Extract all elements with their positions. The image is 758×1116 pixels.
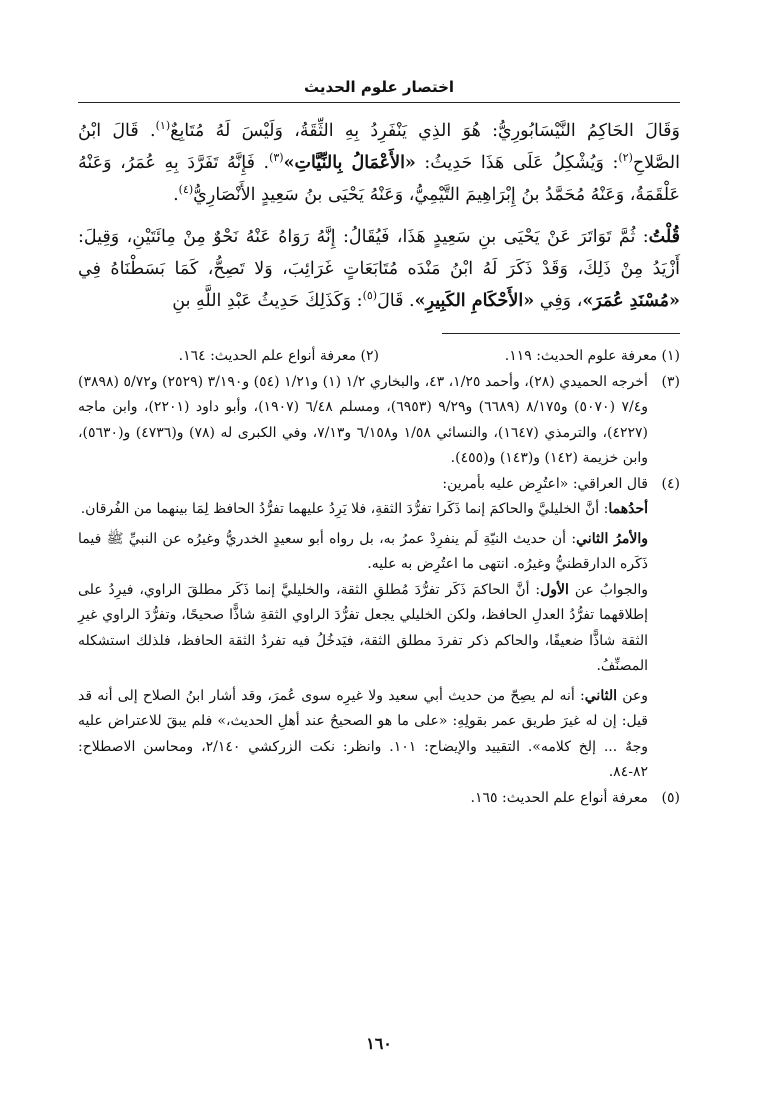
footnotes <box>78 344 680 811</box>
footnote-number: (٣) <box>661 373 680 390</box>
main-paragraph-2: قُلْتُ: ثُمَّ تَوَاتَرَ عَنْ يَحْيَى بنِ سَعِيدٍ هَذَا، فَيُقَالُ: إِنَّهُ رَوَاهُ عَنْهُ نَحْوٌ مِنْ مِائَتَيْنِ، وَقِيلَ: أَزْيَدُ مِنْ ذَلِكَ، وَقَدْ ذَكَرَ لَهُ ابْنُ مَنْدَه مُتَابَعَاتٍ غَرَائِبَ، وَلا تَصِحُّ، كَمَا بَسَطْنَاهُ فِي «مُسْنَدِ عُمَرَ»، وَفِي «الأَحْكَامِ الكَبِيرِ». قَالَ$^{(٥)}$: وَكَذَلِكَ حَدِيثُ عَبْدِ اللَّهِ بنِ <box>78 227 680 311</box>
footnote-number: (٥) <box>661 789 680 806</box>
footnote-3 <box>78 370 680 472</box>
footnote-text: أخرجه الحميدي (٢٨)، وأحمد ١/٢٥، ٤٣، والبخاري ١/٢ (١) و١/٢١ (٥٤) و٣/١٩٠ (٢٥٢٩) و٥/٧٢ (٣٨٩٨) و٧/٤ (٥٠٧٠) و٨/١٧٥ (٦٦٨٩) و٩/٢٩ (٦٩٥٣)، ومسلم ٦/٤٨ (١٩٠٧)، وأبو داود (٢٢٠١)، وابن ماجه (٤٢٢٧)، والترمذي (١٦٤٧)، والنسائي ١/٥٨ و٦/١٥٨ و٧/١٣، وفي الكبرى له (٧٨) و(٤٧٣٦) و(٥٦٣٠)، وابن خزيمة (١٤٢) و(١٤٣) و(٤٥٥). <box>78 373 648 466</box>
footnote-4-answer-1: والجوابُ عن الأول: أنَّ الحاكمَ ذَكَر تفرُّدَ مُطلقِ الثقة، والخليليَّ إنما ذَكَر مطلقَ الراوي، فيرِدُ على إطلاقهما تفرُّدُ العدلِ الحافظ، ولكن الخليلي يجعل تفرُّدَ الراوي الثقةِ شاذًّا صحيحًا، وتفرُّدَ الراوي غيرِ الثقة شاذًّا ضعيفًا، والحاكم ذكر تفردَ مطلق الثقة، فيَدخُلُ فيه تفردُ الثقة الحافظ، فلذلك استشكله المصنِّفُ. <box>78 581 648 674</box>
footnote-5 <box>78 786 680 812</box>
footnote-1: (١) معرفة علوم الحديث: ١١٩. <box>504 348 680 364</box>
footnote-4 <box>78 472 680 786</box>
footnote-marker-3[interactable]: (٣) <box>269 151 284 165</box>
footnote-text: معرفة أنواع علم الحديث: ١٦٥. <box>470 789 648 806</box>
hadith-title: «الأَعْمَالُ بِالنِّيَّاتِ» <box>283 153 416 173</box>
book-title-musnad-umar: «مُسْنَدِ عُمَرَ» <box>582 291 680 311</box>
footnote-separator <box>442 333 680 334</box>
author-remark-label: قُلْتُ <box>648 227 680 247</box>
footnote-marker-1[interactable]: (١) <box>155 119 171 133</box>
book-title-ahkam: «الأَحْكَامِ الكَبِيرِ» <box>414 291 535 311</box>
main-paragraph-1: وَقَالَ الحَاكِمُ النَّيْسَابُورِيُّ: هُوَ الذِي يَنْفَرِدُ بِهِ الثِّقَةُ، وَلَيْسَ لَهُ مُتَابِعٌ$^{(١)}$. قَالَ ابْنُ الصَّلاحِ$^{(٢)}$: وَيُشْكِلُ عَلَى هَذَا حَدِيثُ: «الأَعْمَالُ بِالنِّيَّاتِ»$^{(٣)}$. فَإِنَّهُ تَفَرَّدَ بِهِ عُمَرُ، وَعَنْهُ عَلْقَمَةُ، وَعَنْهُ مُحَمَّدُ بنُ إِبْرَاهِيمَ التَّيْمِيُّ، وَعَنْهُ يَحْيَى بنُ سَعِيدٍ الأَنْصَارِيُّ$^{(٤)}$. <box>78 119 680 205</box>
footnote-marker-4[interactable]: (٤) <box>178 183 194 197</box>
main-text <box>78 115 680 317</box>
footnote-marker-5[interactable]: (٥) <box>362 289 378 303</box>
footnote-2: (٢) معرفة أنواع علم الحديث: ١٦٤. <box>178 348 379 364</box>
footnote-4-answer-2: وعن الثاني: أنه لم يصِحّ من حديث أبي سعيد ولا غيرِه سوى عُمرَ، وقد أشار ابنُ الصلاح إلى أنه قد قيل: إن له غيرَ طريق عمر بقولِهِ: «على ما هو الصحيحُ عند أهلِ الحديث،» فلم يبقَ للاعتراض عليه وجهٌ ... إلخ كلامه». التقييد والإيضاح: ١٠١. وانظر: نكت الزركشي ٢/١٤٠، ومحاسن الاصطلاح: ٨٢-٨٤. <box>78 687 648 780</box>
footnote-4-objection-2: والأمرُ الثاني: أن حديث النيّةِ لَم ينفرِدْ عمرُ به، بل رواه أبو سعيدٍ الخدريُّ وغيرُه عن النبيِّ ﷺ فيما ذَكَره الدارقطنيُّ وغيرُه. انتهى ما اعتُرِض به عليه. <box>78 530 648 572</box>
footnote-4-objection-1: أحدُهما: أنَّ الخليليَّ والحاكمَ إنما ذَكَرا تفرُّدَ الثقةِ، فلا يَرِدُ عليهما تفرُّدُ الحافظ لِمَا بينهما من الفُرقان. <box>80 501 648 517</box>
footnote-number: (٤) <box>661 475 680 492</box>
footnote-text: قال العراقي: «اعتُرِض عليه بأمرين: أحدُهما: أنَّ الخليليَّ والحاكمَ إنما ذَكَرا تفرُّدَ الثقةِ، فلا يَرِدُ عليهما تفرُّدُ الحافظ لِمَا بينهما من الفُرقان. والأمرُ الثاني: أن حديث النيّةِ لَم ينفرِدْ عمرُ به، بل رواه أبو سعيدٍ الخدريُّ وغيرُه عن النبيِّ ﷺ فيما ذَكَره الدارقطنيُّ وغيرُه. انتهى ما اعتُرِض به عليه. والجوابُ عن الأول: أنَّ الحاكمَ ذَكَر تفرُّدَ مُطلقِ الثقة، والخليليَّ إنما ذَكَر مطلقَ الراوي، فيرِدُ على إطلاقهما تفرُّدُ العدلِ الحافظ، ولكن الخليلي يجعل تفرُّدَ الراوي الثقةِ شاذًّا صحيحًا، وتفرُّدَ الراوي غيرِ الثقة شاذًّا ضعيفًا، والحاكم ذكر تفردَ مطلق الثقة، فيَدخُلُ فيه تفردُ الثقة الحافظ، فلذلك استشكله المصنِّفُ. وعن الثاني: أنه لم يصِحّ من حديث أبي سعيد ولا غيرِه سوى عُمرَ، وقد أشار ابنُ الصلاح إلى أنه قد قيل: إن له غيرَ طريق عمر بقولِهِ: «على ما هو الصحيحُ عند أهلِ الحديث،» فلم يبقَ للاعتراض عليه وجهٌ ... إلخ كلامه». التقييد والإيضاح: ١٠١. وانظر: نكت الزركشي ٢/١٤٠، ومحاسن الاصطلاح: ٨٢-٨٤. <box>78 472 648 786</box>
footnote-marker-2[interactable]: (٢) <box>618 151 633 165</box>
running-head: اختصار علوم الحديث <box>78 78 680 103</box>
book-page <box>78 78 680 811</box>
page-number: ١٦٠ <box>366 1034 392 1053</box>
footnote-row-1-2 <box>78 344 680 370</box>
